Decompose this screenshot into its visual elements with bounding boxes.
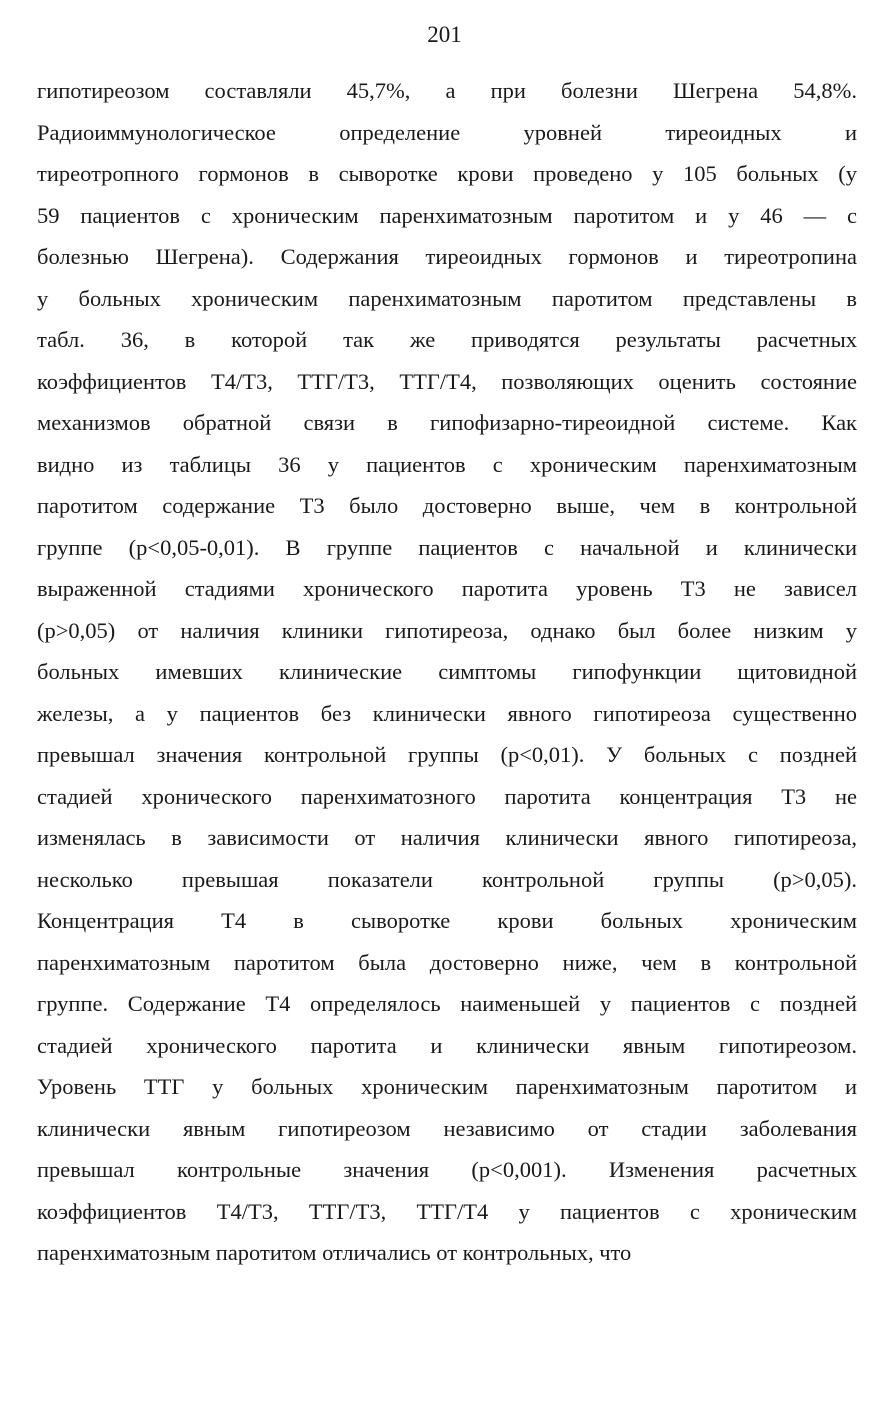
text-line: коэффициентов Т4/Т3, ТТГ/Т3, ТТГ/Т4, позволяющих оценить состояние	[37, 368, 857, 394]
text-line: Радиоиммунологическое определение уровней тиреоидных и	[37, 119, 857, 145]
text-line: превышал контрольные значения (р<0,001). Изменения расчетных	[37, 1157, 857, 1182]
text-line: Концентрация Т4 в сыворотке крови больных хроническим	[37, 908, 857, 933]
text-line: табл. 36, в которой так же приводятся результаты расчетных	[37, 327, 857, 352]
text-line: болезнью Шегрена). Содержания тиреоидных гормонов и тиреотропина	[37, 244, 857, 269]
text-line: 59 пациентов с хроническим паренхиматозным паротитом и у 46 — с	[37, 202, 857, 228]
text-line: группе (р<0,05-0,01). В группе пациентов с начальной и клинически	[37, 534, 857, 560]
text-line: паротитом содержание Т3 было достоверно выше, чем в контрольной	[37, 493, 857, 518]
text-line: несколько превышая показатели контрольной группы (р>0,05).	[37, 866, 857, 892]
text-line: клинически явным гипотиреозом независимо от стадии заболевания	[37, 1115, 857, 1141]
text-line: больных имевших клинические симптомы гипофункции щитовидной	[37, 659, 857, 684]
text-line: (р>0,05) от наличия клиники гипотиреоза, однако был более низким у	[37, 617, 857, 643]
page-number: 201	[427, 22, 462, 47]
text-line: паренхиматозным паротитом была достоверно ниже, чем в контрольной	[37, 949, 857, 975]
text-line-last: паренхиматозным паротитом отличались от контрольных, что	[37, 1240, 632, 1265]
text-line: железы, а у пациентов без клинически явного гипотиреоза существенно	[37, 700, 857, 726]
text-line: механизмов обратной связи в гипофизарно-тиреоидной системе. Как	[37, 410, 857, 435]
text-line: выраженной стадиями хронического паротита уровень Т3 не зависел	[37, 576, 857, 601]
text-line: гипотиреозом составляли 45,7%, а при болезни Шегрена 54,8%.	[37, 78, 857, 103]
text-line: коэффициентов Т4/Т3, ТТГ/Т3, ТТГ/Т4 у пациентов с хроническим	[37, 1198, 857, 1224]
body-paragraph	[37, 70, 857, 1274]
text-line: у больных хроническим паренхиматозным паротитом представлены в	[37, 285, 857, 311]
text-line: превышал значения контрольной группы (р<0,01). У больных с поздней	[37, 742, 857, 767]
text-line: Уровень ТТГ у больных хроническим паренхиматозным паротитом и	[37, 1074, 857, 1099]
text-line: группе. Содержание Т4 определялось наименьшей у пациентов с поздней	[37, 991, 857, 1016]
text-line: тиреотропного гормонов в сыворотке крови проведено у 105 больных (у	[37, 161, 857, 186]
text-line: видно из таблицы 36 у пациентов с хроническим паренхиматозным	[37, 451, 857, 477]
text-line: стадией хронического паренхиматозного паротита концентрация Т3 не	[37, 783, 857, 809]
text-line: стадией хронического паротита и клинически явным гипотиреозом.	[37, 1032, 857, 1058]
text-line: изменялась в зависимости от наличия клинически явного гипотиреоза,	[37, 825, 857, 850]
